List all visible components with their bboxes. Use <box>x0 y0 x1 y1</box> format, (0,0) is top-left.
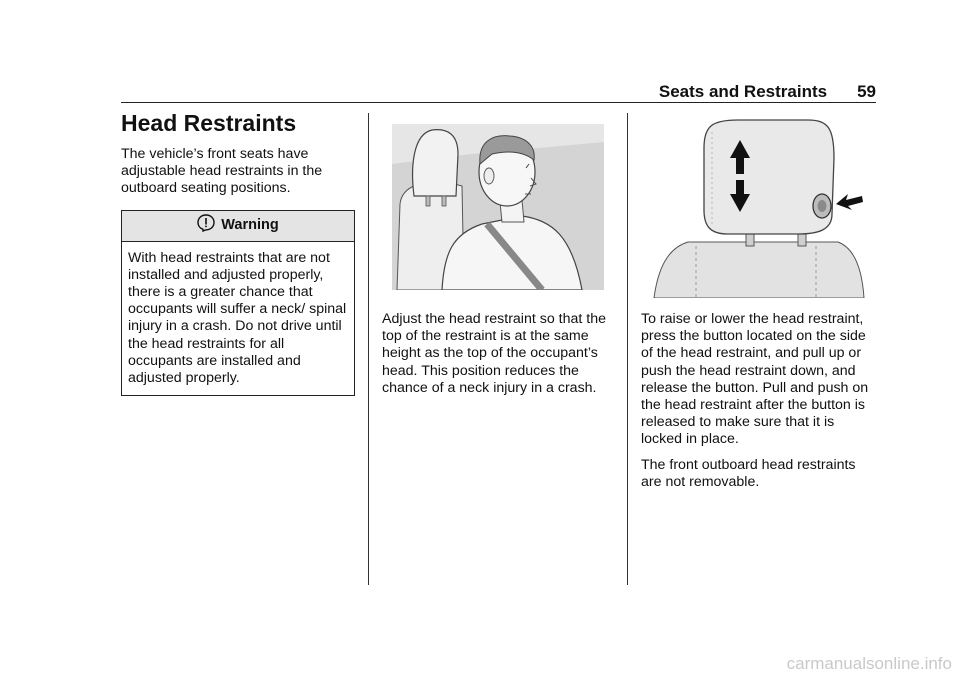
right-column <box>641 311 877 499</box>
page-number: 59 <box>857 82 876 101</box>
left-column <box>121 110 355 396</box>
warning-box <box>121 210 355 397</box>
warning-text: With head restraints that are not installed and adjusted properly, there is a greater chance that occupants will suffer a neck/ spinal injury in a crash. Do not drive until the head restraints for all occupants are installed and adjusted properly. <box>128 249 347 387</box>
section-title: Seats and Restraints <box>658 82 828 101</box>
warning-label: Warning <box>221 217 279 233</box>
page-heading: Head Restraints <box>121 110 297 136</box>
adjust-paragraph: Adjust the head restraint so that the top of the restraint is at the same height as the top of the occupant’s head. This position reduces the chance of a neck injury in a crash. <box>382 311 606 396</box>
header-rule <box>121 102 876 103</box>
not-removable-paragraph: The front outboard head restraints are not removable. <box>641 456 856 490</box>
middle-column <box>382 311 616 405</box>
warning-icon <box>197 214 215 237</box>
occupant-illustration <box>392 124 604 290</box>
running-header <box>121 82 876 102</box>
raise-lower-paragraph: To raise or lower the head restraint, press the button located on the side of the head restraint, and pull up or push the head restraint down, and release the button. Pull and push on the head restraint after the button is released to make sure that it is locked in place. <box>641 311 869 448</box>
column-divider-1 <box>368 113 369 585</box>
intro-paragraph: The vehicle’s front seats have adjustable head restraints in the outboard seating positions. <box>121 146 323 197</box>
head-restraint-illustration <box>648 118 870 298</box>
column-divider-2 <box>627 113 628 585</box>
warning-header <box>122 211 354 242</box>
watermark: carmanualsonline.info <box>786 654 952 673</box>
